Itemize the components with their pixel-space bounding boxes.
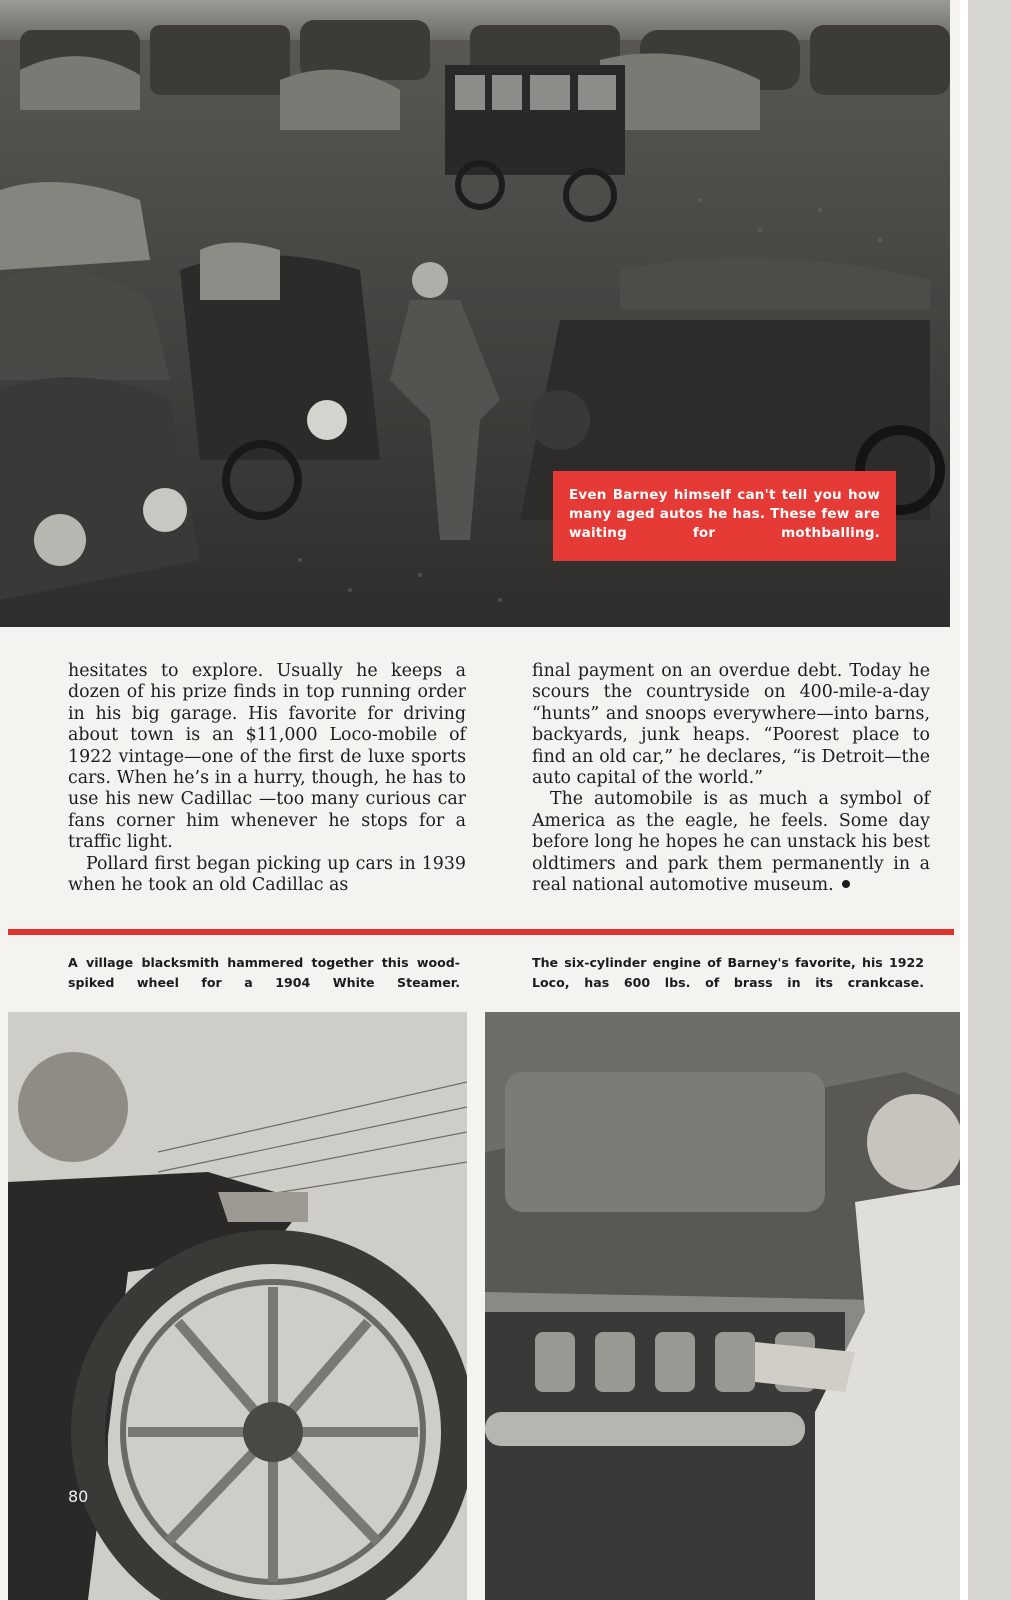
wheel-photo-caption: A village blacksmith hammered together this wood-spiked wheel for a 1904 White Steamer.: [68, 955, 460, 990]
engine-photo: [485, 1012, 977, 1600]
body-paragraph: final payment on an overdue debt. Today he scours the countryside on 400-mile-a-day “hunts” and snoops everywhere—into barns, backyards, junk heaps. “Poorest place to find an old car,” he declares, “is Detroit—the auto capital of the world.”: [532, 661, 930, 789]
body-column-left: [68, 661, 466, 896]
body-paragraph: Pollard first began picking up cars in 1939 when he took an old Cadillac as: [68, 853, 466, 896]
body-paragraph: The automobile is as much a symbol of America as the eagle, he feels. Some day before long he hopes he can unstack his best oldtimers and park them permanently in a real national automotive museum.: [532, 789, 930, 896]
top-photo-caption: Even Barney himself can't tell you how many aged autos he has. These few are waiting for mothballing.: [553, 471, 896, 561]
binding-edge: [960, 0, 1011, 1600]
section-divider-rule: [8, 929, 954, 935]
end-of-article-bullet-icon: [842, 880, 850, 888]
body-paragraph: hesitates to explore. Usually he keeps a dozen of his prize finds in top running order in his big garage. His favorite for driving about town is an $11,000 Loco-mobile of 1922 vintage—one of the first de luxe sports cars. When he’s in a hurry, though, he has to use his new Cadillac —too many curious car fans corner him whenever he stops for a traffic light.: [68, 661, 466, 853]
wooden-wheel-photo: [8, 1012, 467, 1600]
engine-photo-caption: The six-cylinder engine of Barney's favorite, his 1922 Loco, has 600 lbs. of brass in its crankcase.: [532, 955, 924, 990]
page-number: 80: [68, 1487, 89, 1506]
body-column-right: [532, 661, 930, 896]
binding-edge-highlight: [960, 0, 968, 1600]
